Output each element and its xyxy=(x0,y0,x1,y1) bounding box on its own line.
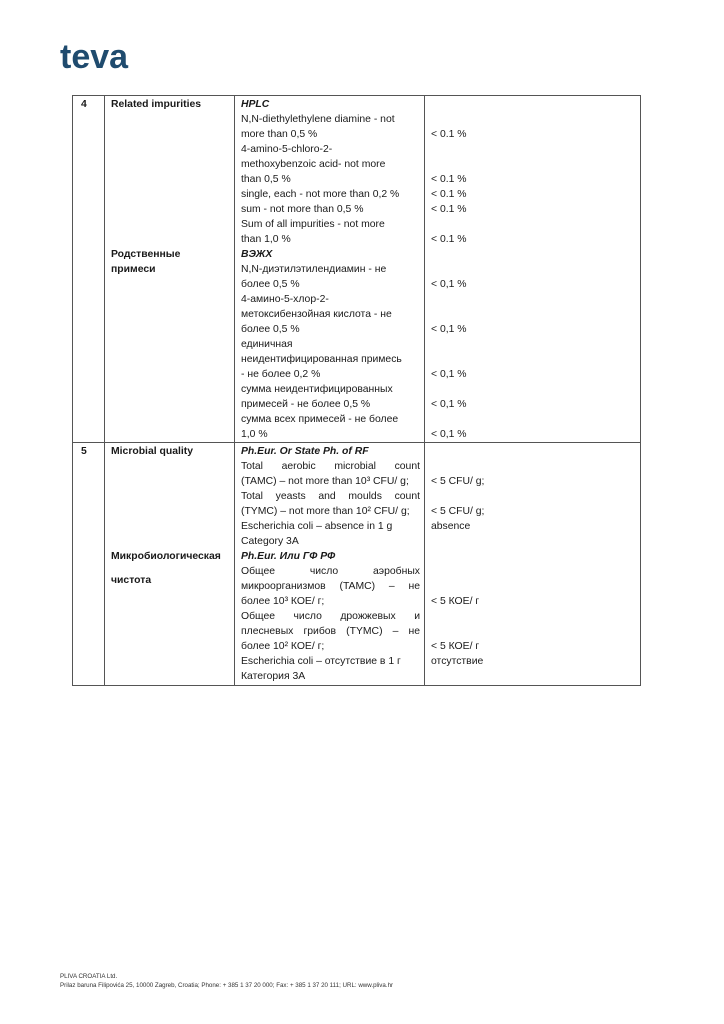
req-line: Total yeasts and moulds count xyxy=(241,491,420,502)
result-value: < 0.1 % xyxy=(431,189,467,200)
table-row xyxy=(73,443,641,686)
page-footer xyxy=(60,972,393,990)
result-value: < 5 КОЕ/ г xyxy=(431,641,480,652)
req-line: более 10² КОЕ/ г; xyxy=(241,641,325,652)
req-line: сумма всех примесей - не более xyxy=(241,414,399,425)
req-line: более 10³ КОЕ/ г; xyxy=(241,596,325,607)
logo-wordmark: teva xyxy=(60,40,129,74)
req-line: (TAMC) – not more than 10³ CFU/ g; xyxy=(241,476,409,487)
req-line: Категория 3А xyxy=(241,671,306,682)
test-name-ru-2: примеси xyxy=(111,264,156,275)
req-line: Общее число дрожжевых и xyxy=(241,611,420,622)
req-line: single, each - not more than 0,2 % xyxy=(241,189,400,200)
result-value: < 0,1 % xyxy=(431,399,467,410)
req-line: более 0,5 % xyxy=(241,324,300,335)
test-name-cell xyxy=(105,96,235,443)
result-value: отсутствие xyxy=(431,656,484,667)
req-line: неидентифицированная примесь xyxy=(241,354,402,365)
req-line: Escherichia coli – отсутствие в 1 г xyxy=(241,656,401,667)
test-name-en: Microbial quality xyxy=(111,446,193,457)
specification-table xyxy=(72,95,641,686)
result-value: < 0.1 % xyxy=(431,204,467,215)
method-heading-ru: ВЭЖХ xyxy=(241,249,273,260)
test-name-ru-2: чистота xyxy=(111,575,152,586)
result-value: < 5 CFU/ g; xyxy=(431,476,485,487)
req-line: methoxybenzoic acid- not more xyxy=(241,159,386,170)
result-cell xyxy=(425,96,641,443)
req-line: примесей - не более 0,5 % xyxy=(241,399,371,410)
requirement-cell xyxy=(235,443,425,686)
row-number: 4 xyxy=(73,96,105,443)
result-value: < 0.1 % xyxy=(431,129,467,140)
req-line: Category 3A xyxy=(241,536,299,547)
result-value: < 5 CFU/ g; xyxy=(431,506,485,517)
teva-logo xyxy=(60,40,150,74)
method-heading: Ph.Eur. Or State Ph. of RF xyxy=(241,446,369,457)
requirement-cell xyxy=(235,96,425,443)
req-line: 4-амино-5-хлор-2- xyxy=(241,294,329,305)
method-heading-ru: Ph.Eur. Или ГФ РФ xyxy=(241,551,336,562)
footer-company: PLIVA CROATIA Ltd. xyxy=(60,973,118,980)
result-value: < 0.1 % xyxy=(431,234,467,245)
req-line: sum - not more than 0,5 % xyxy=(241,204,364,215)
req-line: единичная xyxy=(241,339,293,350)
req-line: метоксибензойная кислота - не xyxy=(241,309,392,320)
req-line: более 0,5 % xyxy=(241,279,300,290)
req-line: (TYMC) – not more than 10² CFU/ g; xyxy=(241,506,410,517)
req-line: Total aerobic microbial count xyxy=(241,461,420,472)
req-line: Sum of all impurities - not more xyxy=(241,219,385,230)
result-value: < 0,1 % xyxy=(431,324,467,335)
test-name-ru: Микробиологическая xyxy=(111,551,221,562)
test-name-cell xyxy=(105,443,235,686)
test-name-en: Related impurities xyxy=(111,99,202,110)
req-line: микроорганизмов (TAMC) – не xyxy=(241,581,420,592)
req-line: Escherichia coli – absence in 1 g xyxy=(241,521,393,532)
req-line: more than 0,5 % xyxy=(241,129,318,140)
test-name-ru: Родственные xyxy=(111,249,181,260)
req-line: Общее число аэробных xyxy=(241,566,420,577)
req-line: than 1,0 % xyxy=(241,234,291,245)
req-line: плесневых грибов (TYMC) – не xyxy=(241,626,420,637)
result-value: < 5 КОЕ/ г xyxy=(431,596,480,607)
result-value: < 0.1 % xyxy=(431,174,467,185)
result-cell xyxy=(425,443,641,686)
req-line: 1,0 % xyxy=(241,429,268,440)
table-row xyxy=(73,96,641,443)
req-line: - не более 0,2 % xyxy=(241,369,321,380)
row-number: 5 xyxy=(73,443,105,686)
req-line: 4-amino-5-chloro-2- xyxy=(241,144,333,155)
req-line: сумма неидентифицированных xyxy=(241,384,393,395)
req-line: N,N-diethylethylene diamine - not xyxy=(241,114,395,125)
result-value: < 0,1 % xyxy=(431,279,467,290)
req-line: than 0,5 % xyxy=(241,174,291,185)
method-heading: HPLC xyxy=(241,99,270,110)
result-value: absence xyxy=(431,521,471,532)
result-value: < 0,1 % xyxy=(431,429,467,440)
footer-address: Prilaz baruna Filipovića 25, 10000 Zagreb, Croatia; Phone: + 385 1 37 20 000; Fax: + 385 1 37 20 111; URL: www.pliva.hr xyxy=(60,982,394,989)
result-value: < 0,1 % xyxy=(431,369,467,380)
req-line: N,N-диэтилэтилендиамин - не xyxy=(241,264,387,275)
